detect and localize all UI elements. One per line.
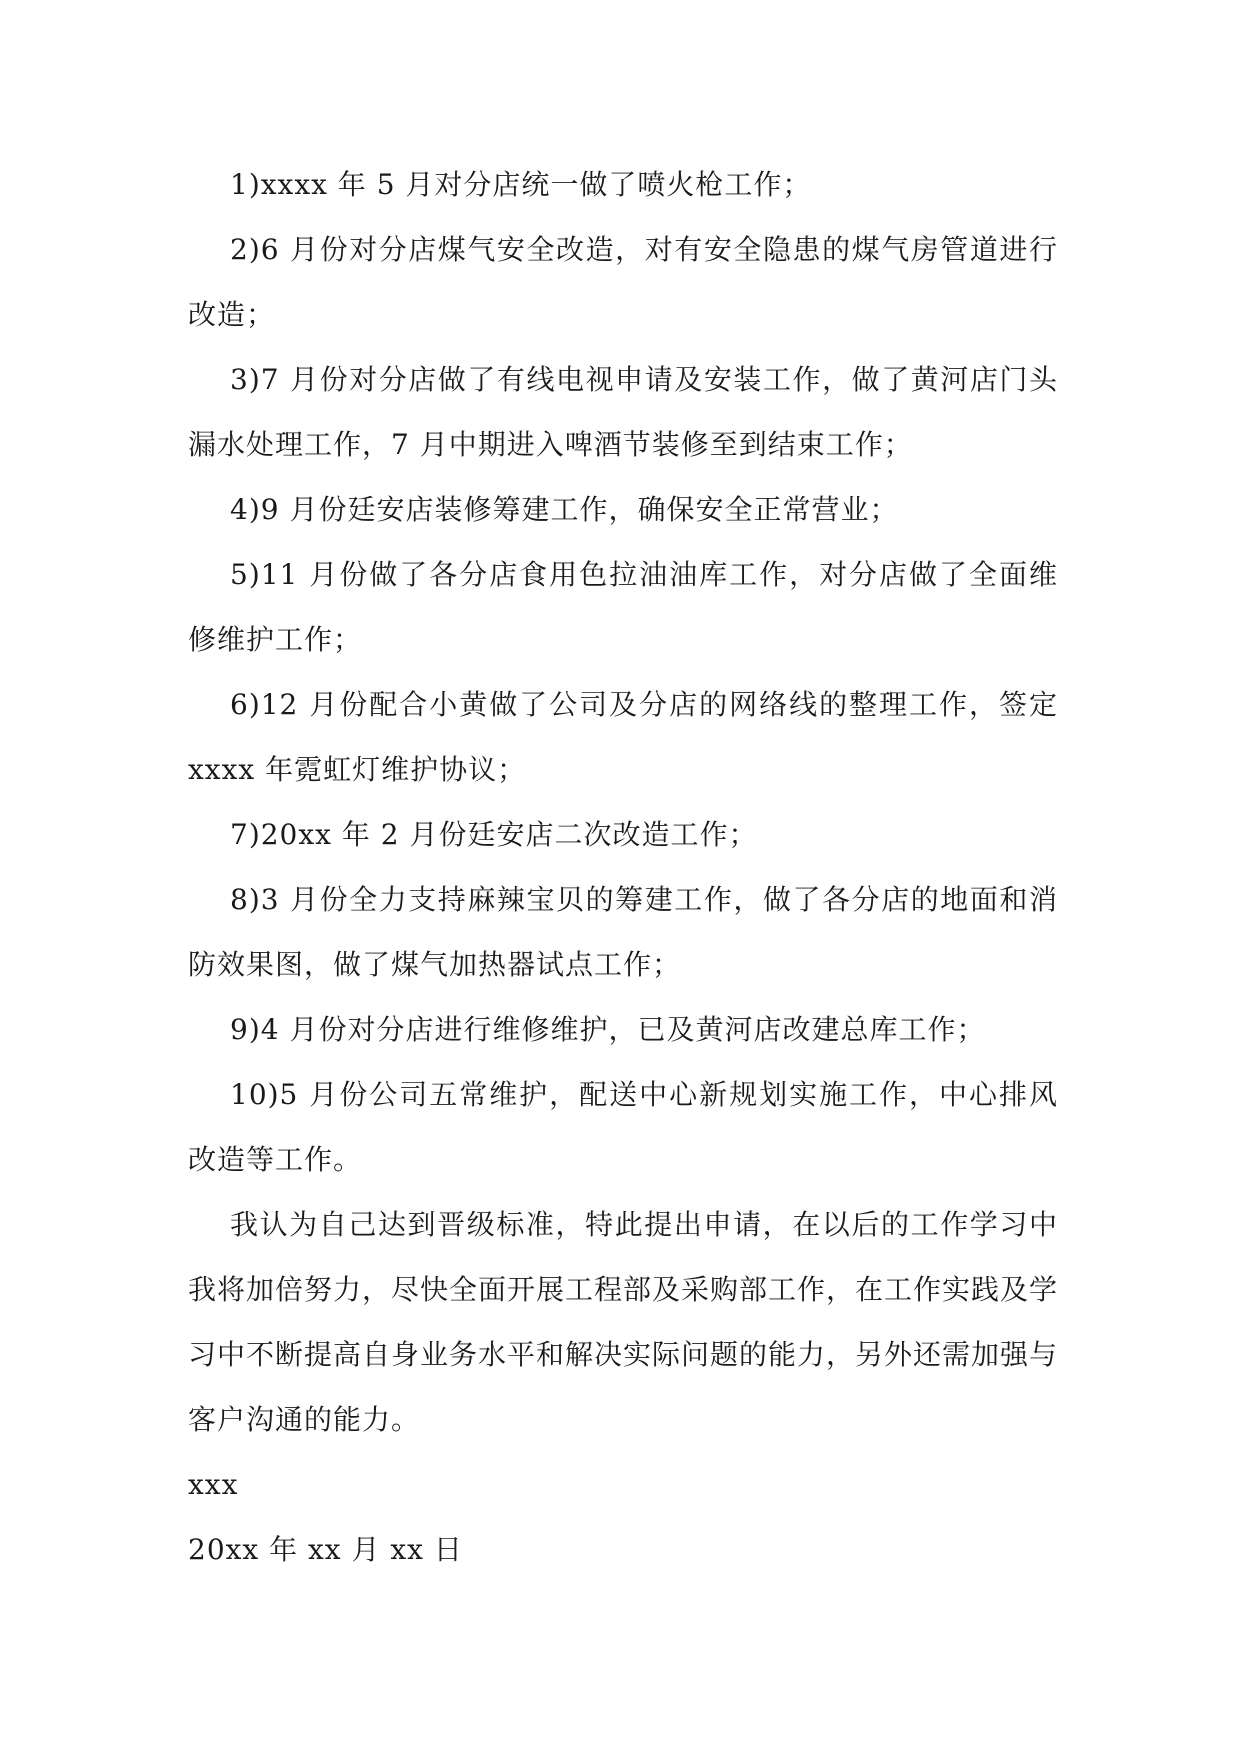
date-line: 20xx 年 xx 月 xx 日 <box>188 1533 463 1566</box>
signature: xxx <box>188 1468 239 1501</box>
list-item: 8)3 月份全力支持麻辣宝贝的筹建工作，做了各分店的地面和消防效果图，做了煤气加热器试点工作； <box>188 883 1058 981</box>
list-item: 6)12 月份配合小黄做了公司及分店的网络线的整理工作，签定 xxxx 年霓虹灯维护协议； <box>188 688 1058 786</box>
document-body <box>188 152 1058 1582</box>
list-item: 4)9 月份廷安店装修筹建工作，确保安全正常营业； <box>230 493 899 526</box>
closing-paragraph: 我认为自己达到晋级标准，特此提出申请，在以后的工作学习中我将加倍努力，尽快全面开展工程部及采购部工作，在工作实践及学习中不断提高自身业务水平和解决实际问题的能力，另外还需加强与客户沟通的能力。 <box>188 1208 1059 1436</box>
list-item: 7)20xx 年 2 月份廷安店二次改造工作； <box>230 818 758 851</box>
list-item: 9)4 月份对分店进行维修维护，已及黄河店改建总库工作； <box>230 1013 986 1046</box>
list-item: 5)11 月份做了各分店食用色拉油油库工作，对分店做了全面维修维护工作； <box>188 558 1058 656</box>
list-item: 3)7 月份对分店做了有线电视申请及安装工作，做了黄河店门头漏水处理工作，7 月中期进入啤酒节装修至到结束工作； <box>188 363 1058 461</box>
list-item: 10)5 月份公司五常维护，配送中心新规划实施工作，中心排风改造等工作。 <box>188 1078 1058 1176</box>
list-item: 1)xxxx 年 5 月对分店统一做了喷火枪工作； <box>230 168 812 201</box>
list-item: 2)6 月份对分店煤气安全改造，对有安全隐患的煤气房管道进行改造； <box>188 233 1058 331</box>
